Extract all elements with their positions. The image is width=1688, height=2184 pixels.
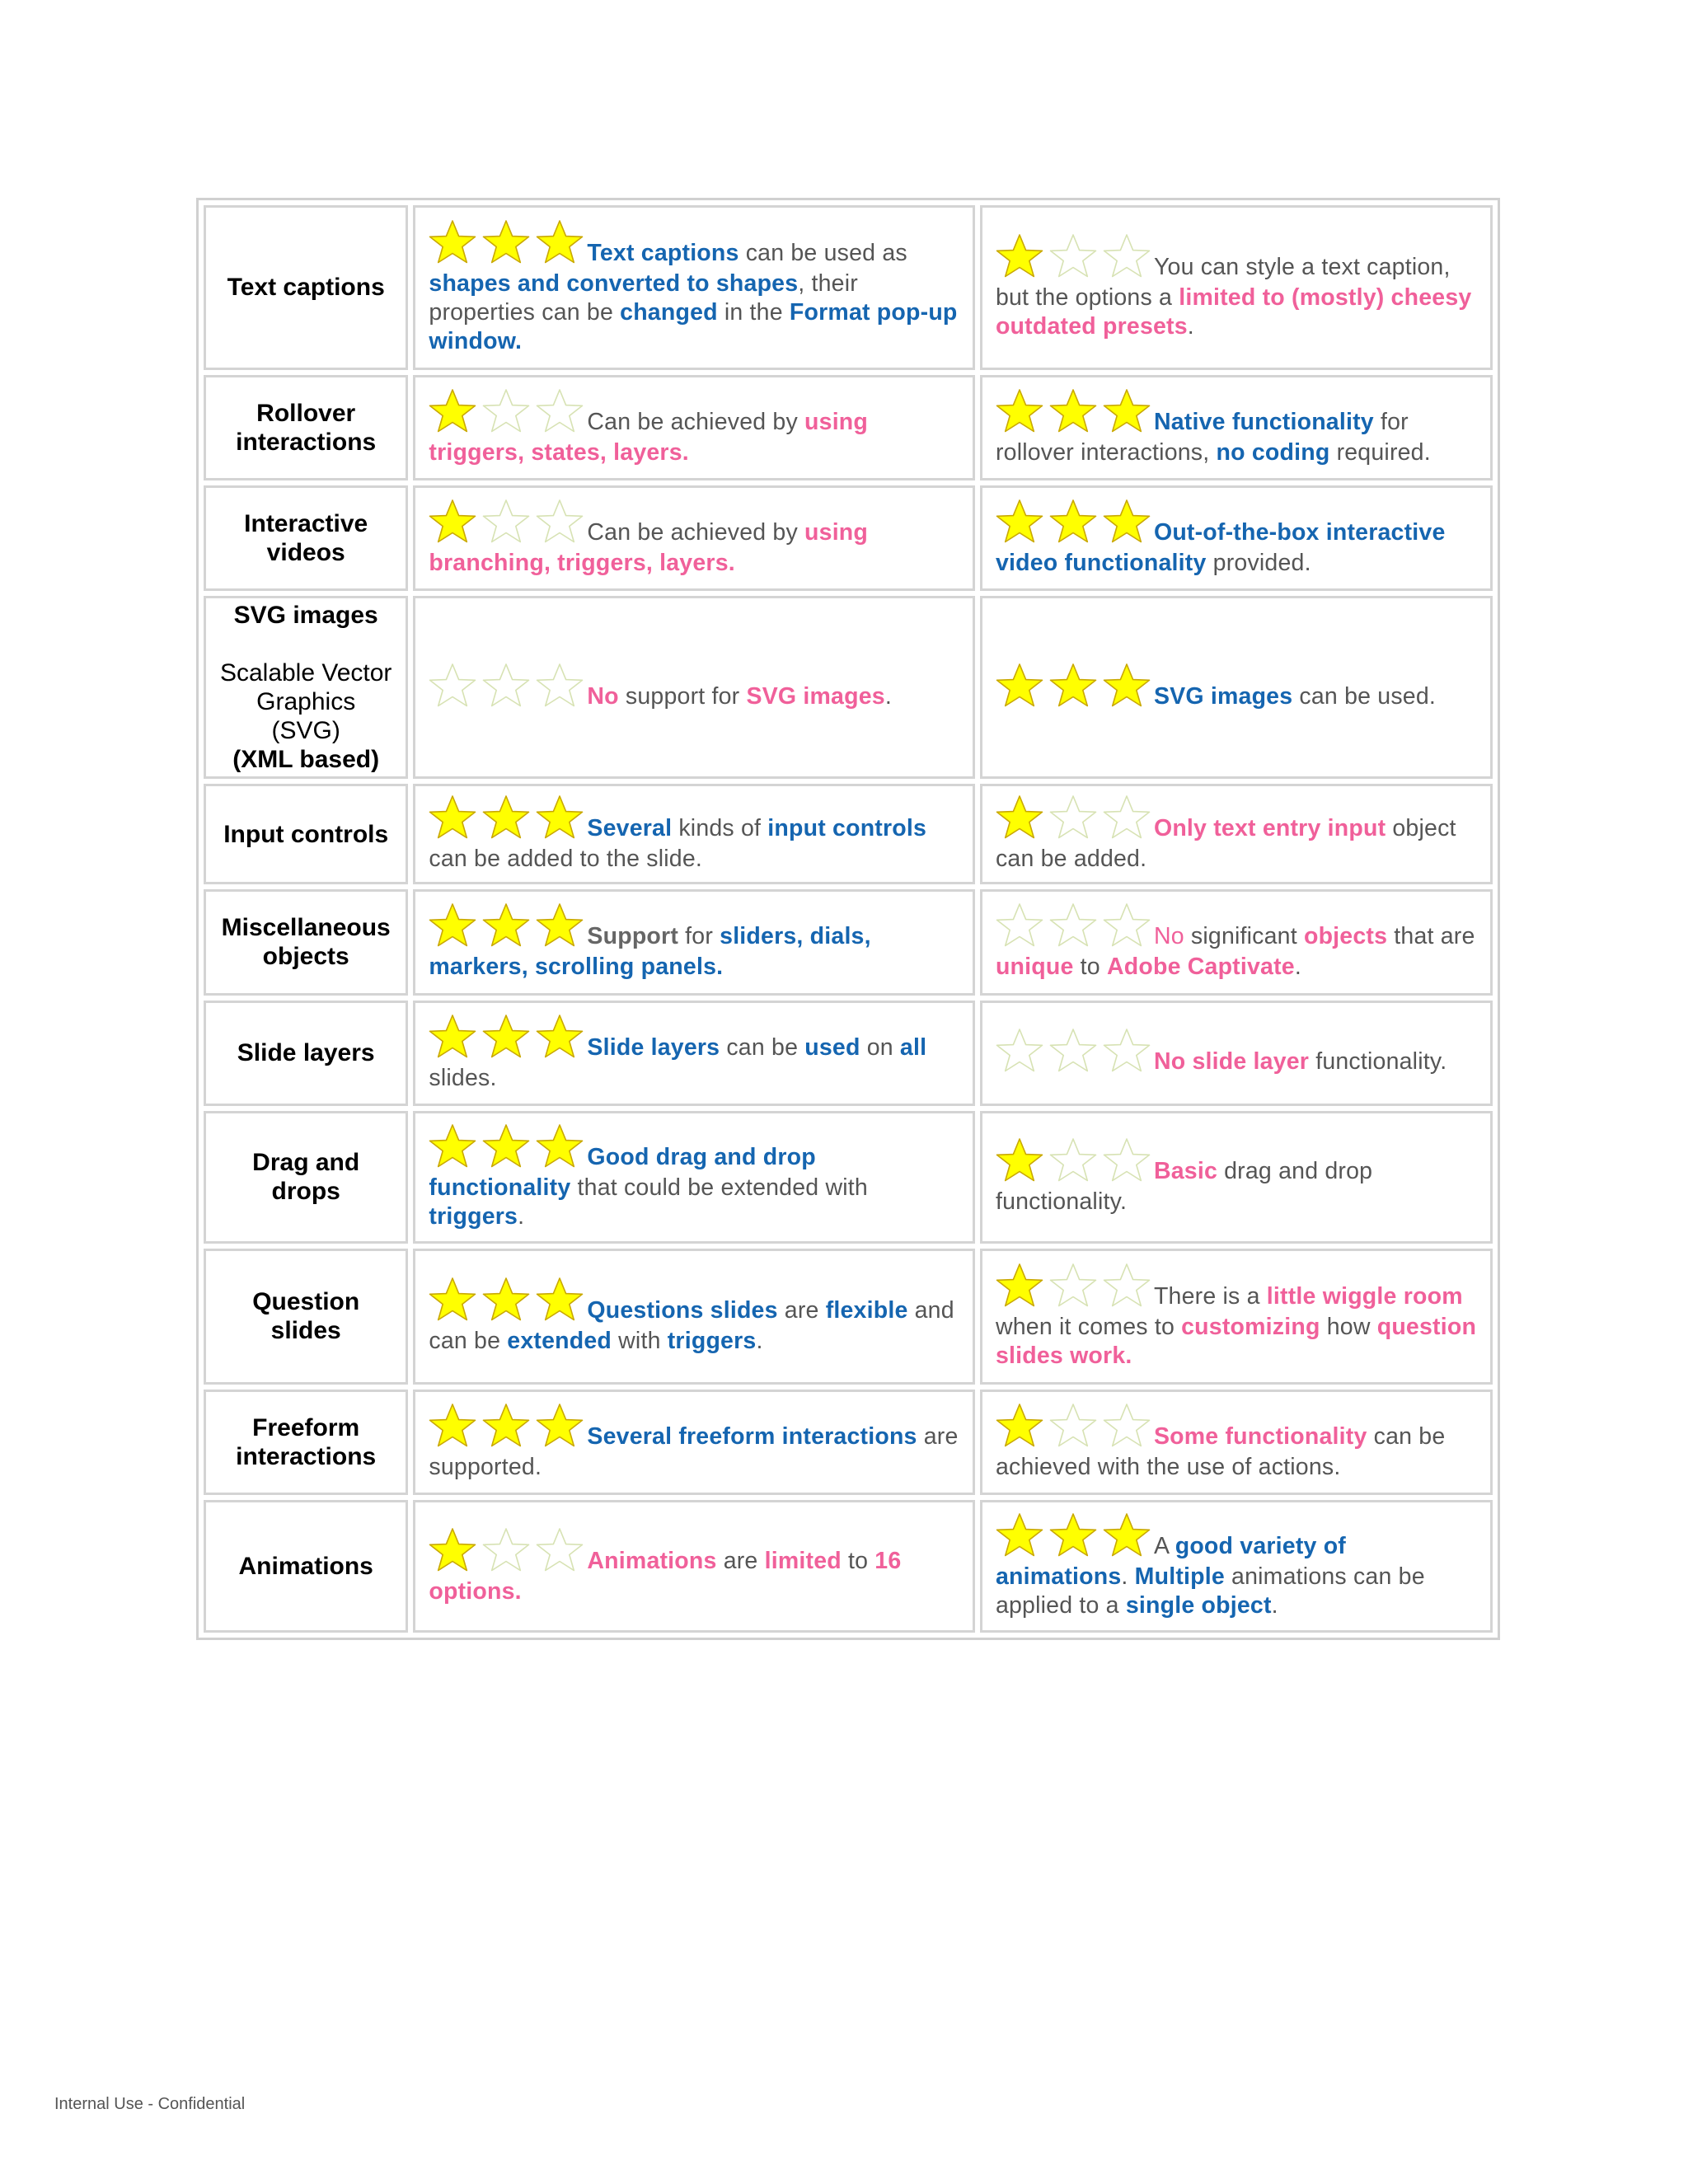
star-filled-icon [1049,388,1097,434]
description-text: input controls [767,815,927,842]
right-description-cell [980,1500,1493,1633]
feature-name: Rollover interactions [236,399,377,456]
star-filled-icon [996,1512,1043,1558]
star-filled-icon [536,1014,584,1060]
description-text: 16 options. [429,1547,902,1605]
star-empty-icon [996,1028,1043,1074]
feature-name-cell [204,1111,408,1244]
description-text: Support [587,923,679,950]
description-text: used [804,1033,860,1061]
description-text: You can style a text caption, but the options a [995,254,1451,312]
star-filled-icon [1049,499,1097,545]
description-text: shapes and converted to shapes [429,269,799,297]
description-text: good variety of animations [995,1533,1346,1591]
description-text: There is a [1153,1282,1267,1310]
star-empty-icon [1103,1263,1151,1309]
description-text: sliders, dials, markers, scrolling panels. [429,923,871,981]
right-description-cell [980,205,1493,370]
description-text: Good drag and drop functionality [429,1143,816,1201]
description-text: functionality. [1309,1048,1447,1076]
description-text: extended [507,1328,612,1355]
star-filled-icon [429,902,476,949]
feature-name-cell [204,1500,408,1633]
star-filled-icon [536,219,584,265]
description-text: significant [1184,923,1304,950]
description-text: little wiggle room [1266,1282,1463,1310]
description-text: that could be extended with [570,1174,868,1201]
feature-name-cell [204,485,408,591]
description-text: No slide layer [1153,1048,1310,1076]
description-text: object can be added. [995,815,1456,873]
right-description-cell [980,1001,1493,1106]
table-row [204,1249,1493,1385]
description-text: . [1187,313,1194,340]
description-text: to [841,1547,875,1574]
star-rating [429,1277,584,1327]
right-description-cell [980,1111,1493,1244]
star-filled-icon [429,1403,476,1449]
star-empty-icon [1049,1028,1097,1074]
right-description-cell [980,1390,1493,1495]
star-empty-icon [1049,1403,1097,1449]
description-text: Can be achieved by [587,519,805,546]
description-text: No [1153,923,1184,950]
star-rating [429,1403,584,1453]
star-filled-icon [536,1403,584,1449]
right-description-cell [980,596,1493,779]
left-description-cell [413,889,975,995]
star-filled-icon [429,388,476,434]
left-description-cell [413,1500,975,1633]
table-row [204,205,1493,370]
star-empty-icon [482,663,530,709]
star-filled-icon [996,499,1043,545]
description-text: provided. [1206,550,1311,577]
star-filled-icon [429,1277,476,1323]
star-empty-icon [1103,233,1151,279]
description-text: Multiple [1134,1563,1225,1591]
star-filled-icon [1103,388,1151,434]
feature-name: Interactive videos [244,510,368,567]
description-text: are [777,1297,826,1324]
feature-name: Slide layers [237,1039,375,1067]
description-text: Adobe Captivate [1106,954,1295,981]
star-empty-icon [429,663,476,709]
feature-name: Question slides [252,1288,360,1345]
star-rating [996,794,1151,845]
star-filled-icon [482,1403,530,1449]
feature-name-cell [204,889,408,995]
description-text: Several freeform interactions [587,1422,917,1450]
star-filled-icon [1103,499,1151,545]
table-row [204,1111,1493,1244]
star-filled-icon [429,1123,476,1169]
feature-subtitle: Scalable Vector [219,659,392,687]
star-filled-icon [482,1123,530,1169]
description-text: can be used. [1292,682,1437,710]
star-empty-icon [1103,1028,1151,1074]
description-text: Format pop-up window. [429,298,958,354]
description-text: Text captions [587,239,739,266]
star-rating [996,388,1151,438]
description-text: Some functionality [1153,1422,1367,1450]
star-rating [429,1014,584,1064]
description-text: when it comes to [995,1313,1182,1340]
feature-name: SVG images [233,602,378,630]
star-filled-icon [482,219,530,265]
star-rating [429,1527,584,1577]
description-text: flexible [825,1297,908,1324]
footer-confidential: Internal Use - Confidential [54,2095,246,2113]
feature-name: Drag and drops [252,1149,360,1206]
star-rating [996,499,1151,549]
star-filled-icon [1103,1512,1151,1558]
description-text: with [612,1328,668,1355]
star-empty-icon [536,499,584,545]
star-rating [429,794,584,845]
star-empty-icon [1049,233,1097,279]
table-row [204,1390,1493,1495]
table-row [204,375,1493,480]
description-text: . [884,682,892,710]
star-empty-icon [1049,1137,1097,1183]
table-row [204,889,1493,995]
description-text: Slide layers [587,1033,720,1061]
description-text: . [1121,1563,1135,1591]
description-text: can be added to the slide. [429,846,703,873]
feature-name: Animations [238,1553,373,1581]
left-description-cell [413,1111,975,1244]
star-rating [996,1137,1151,1188]
star-rating [996,233,1151,284]
feature-name: Freeform interactions [236,1413,377,1470]
star-rating [996,1512,1151,1563]
description-text: can be used as [738,239,907,266]
star-rating [429,388,584,438]
star-empty-icon [482,1527,530,1573]
star-rating [429,219,584,269]
feature-name-cell [204,1390,408,1495]
description-text: that are [1387,923,1475,950]
description-text: limited to (mostly) cheesy outdated presets [995,284,1472,340]
star-filled-icon [482,1277,530,1323]
feature-name-cell [204,375,408,480]
left-description-cell [413,784,975,884]
table-row [204,596,1493,779]
star-filled-icon [429,219,476,265]
star-rating [429,663,584,713]
star-empty-icon [996,902,1043,949]
star-filled-icon [429,499,476,545]
description-text: changed [620,298,718,326]
description-text: slides. [429,1064,497,1091]
description-text: drag and drop functionality. [995,1158,1373,1216]
description-text: how [1320,1313,1377,1340]
description-text: customizing [1181,1313,1320,1340]
description-text: all [899,1033,927,1061]
description-text: to [1073,954,1107,981]
star-empty-icon [536,388,584,434]
table-row [204,1001,1493,1106]
star-empty-icon [1103,794,1151,841]
feature-name-cell [204,205,408,370]
right-description-cell [980,375,1493,480]
description-text: Out-of-the-box interactive video functionality [995,519,1446,577]
star-empty-icon [1049,902,1097,949]
star-filled-icon [996,233,1043,279]
star-filled-icon [429,794,476,841]
star-filled-icon [429,1014,476,1060]
left-description-cell [413,1001,975,1106]
right-description-cell [980,1249,1493,1385]
description-text: objects [1303,923,1388,950]
star-rating [996,902,1151,953]
star-empty-icon [1103,1137,1151,1183]
feature-name-cell [204,596,408,779]
star-rating [996,663,1151,713]
description-text: kinds of [672,815,768,842]
description-text: Several [587,815,673,842]
star-filled-icon [482,794,530,841]
description-text: Animations [587,1547,717,1574]
description-text: required. [1329,438,1431,466]
star-rating [429,499,584,549]
star-empty-icon [536,1527,584,1573]
left-description-cell [413,1249,975,1385]
star-filled-icon [429,1527,476,1573]
star-filled-icon [996,388,1043,434]
description-text: Basic [1153,1158,1218,1185]
description-text: Can be achieved by [587,408,805,435]
star-filled-icon [1049,1512,1097,1558]
star-filled-icon [536,902,584,949]
description-text: can be [720,1033,805,1061]
description-text: . [518,1202,525,1230]
star-empty-icon [1103,902,1151,949]
description-text: SVG images [1153,682,1293,710]
star-rating [429,902,584,953]
star-filled-icon [1049,663,1097,709]
left-description-cell [413,205,975,370]
description-text: triggers [429,1202,518,1230]
description-text: . [1271,1592,1278,1619]
description-text: A [1153,1533,1175,1560]
comparison-table [196,198,1500,1640]
table-row [204,485,1493,591]
star-empty-icon [1103,1403,1151,1449]
description-text: no coding [1216,438,1330,466]
star-rating [429,1123,584,1174]
star-filled-icon [996,663,1043,709]
star-empty-icon [482,499,530,545]
star-filled-icon [996,794,1043,841]
right-description-cell [980,889,1493,995]
feature-subtitle-bold: (XML based) [232,746,380,774]
star-rating [996,1403,1151,1453]
feature-name: Miscellaneous objects [221,914,391,971]
star-filled-icon [536,794,584,841]
description-text: . [756,1328,763,1355]
star-filled-icon [482,902,530,949]
description-text: single object [1125,1592,1272,1619]
left-description-cell [413,596,975,779]
description-text: No [587,682,619,710]
comparison-table-body [204,205,1493,1633]
right-description-cell [980,784,1493,884]
feature-name-cell [204,1001,408,1106]
description-text: . [1294,954,1301,981]
description-text: for [678,923,720,950]
description-text: limited [764,1547,842,1574]
description-text: , their properties can be [429,269,858,326]
star-empty-icon [1049,1263,1097,1309]
star-filled-icon [996,1137,1043,1183]
star-filled-icon [536,1277,584,1323]
description-text: SVG images [746,682,885,710]
feature-name-cell [204,784,408,884]
star-empty-icon [536,663,584,709]
star-filled-icon [996,1403,1043,1449]
table-row [204,784,1493,884]
feature-subtitle: Graphics (SVG) [256,688,356,745]
description-text: question slides work. [995,1313,1477,1369]
feature-name: Input controls [223,820,389,848]
description-text: Native functionality [1153,408,1374,435]
description-text: can be achieved with the use of actions. [995,1422,1446,1480]
feature-name-cell [204,1249,408,1385]
star-filled-icon [1103,663,1151,709]
description-text: in the [717,298,790,326]
left-description-cell [413,1390,975,1495]
feature-name: Text captions [227,274,385,302]
description-text: are [716,1547,765,1574]
description-text: for rollover interactions, [995,408,1409,466]
description-text: animations can be applied to a [995,1563,1425,1619]
description-text: triggers [667,1328,757,1355]
right-description-cell [980,485,1493,591]
description-text: and can be [429,1297,954,1355]
star-rating [996,1263,1151,1313]
description-text: using branching, triggers, layers. [429,519,869,577]
description-text: are supported. [429,1422,959,1480]
left-description-cell [413,485,975,591]
description-text: using triggers, states, layers. [429,408,869,466]
description-text: support for [618,682,747,710]
star-empty-icon [1049,794,1097,841]
description-text: unique [995,954,1074,981]
star-rating [996,1028,1151,1078]
description-text: Questions slides [587,1297,778,1324]
star-empty-icon [482,388,530,434]
description-text: on [860,1033,900,1061]
left-description-cell [413,375,975,480]
description-text: Only text entry input [1153,815,1386,842]
star-filled-icon [996,1263,1043,1309]
star-filled-icon [482,1014,530,1060]
star-filled-icon [536,1123,584,1169]
table-row [204,1500,1493,1633]
